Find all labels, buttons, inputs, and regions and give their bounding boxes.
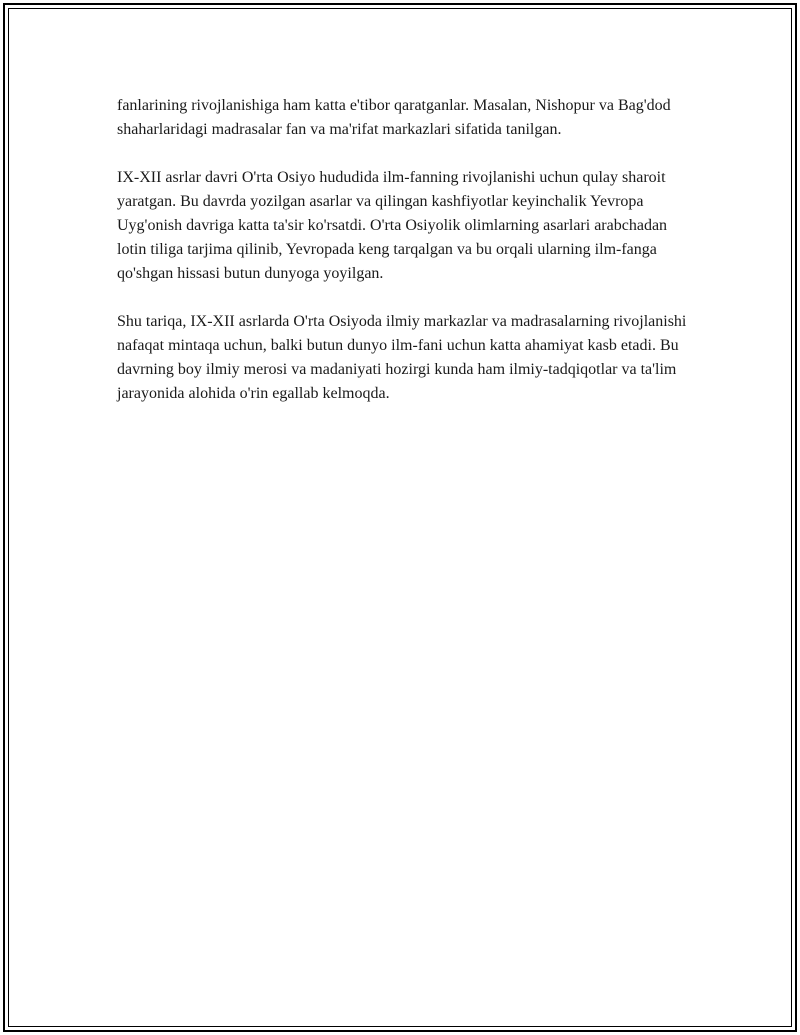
paragraph-2: IX-XII asrlar davri O'rta Osiyo hududida ilm-fanning rivojlanishi uchun qulay sharoit yaratgan. Bu davrda yozilgan asarlar va qilingan kashfiyotlar keyinchalik Yevropa Uyg'onish davriga katta ta'sir ko'rsatdi. O'rta Osiyolik olimlarning asarlari arabchadan lotin tiliga tarjima qilinib, Yevropada keng tarqalgan va bu orqali ularning ilm-fanga qo'shgan hissasi butun dunyoga yoyilgan. (117, 169, 668, 282)
paragraph-3: Shu tariqa, IX-XII asrlarda O'rta Osiyoda ilmiy markazlar va madrasalarning rivojlanishi nafaqat mintaqa uchun, balki butun dunyo ilm-fani uchun katta ahamiyat kasb etadi. Bu davrning boy ilmiy merosi va madaniyati hozirgi kunda ham ilmiy-tadqiqotlar va ta'lim jarayonida alohida o'rin egallab kelmoqda. (117, 313, 687, 402)
document-body (117, 94, 697, 430)
paragraph-1: fanlarining rivojlanishiga ham katta e'tibor qaratganlar. Masalan, Nishopur va Bag'dod shaharlaridagi madrasalar fan va ma'rifat markazlari sifatida tanilgan. (117, 97, 671, 138)
